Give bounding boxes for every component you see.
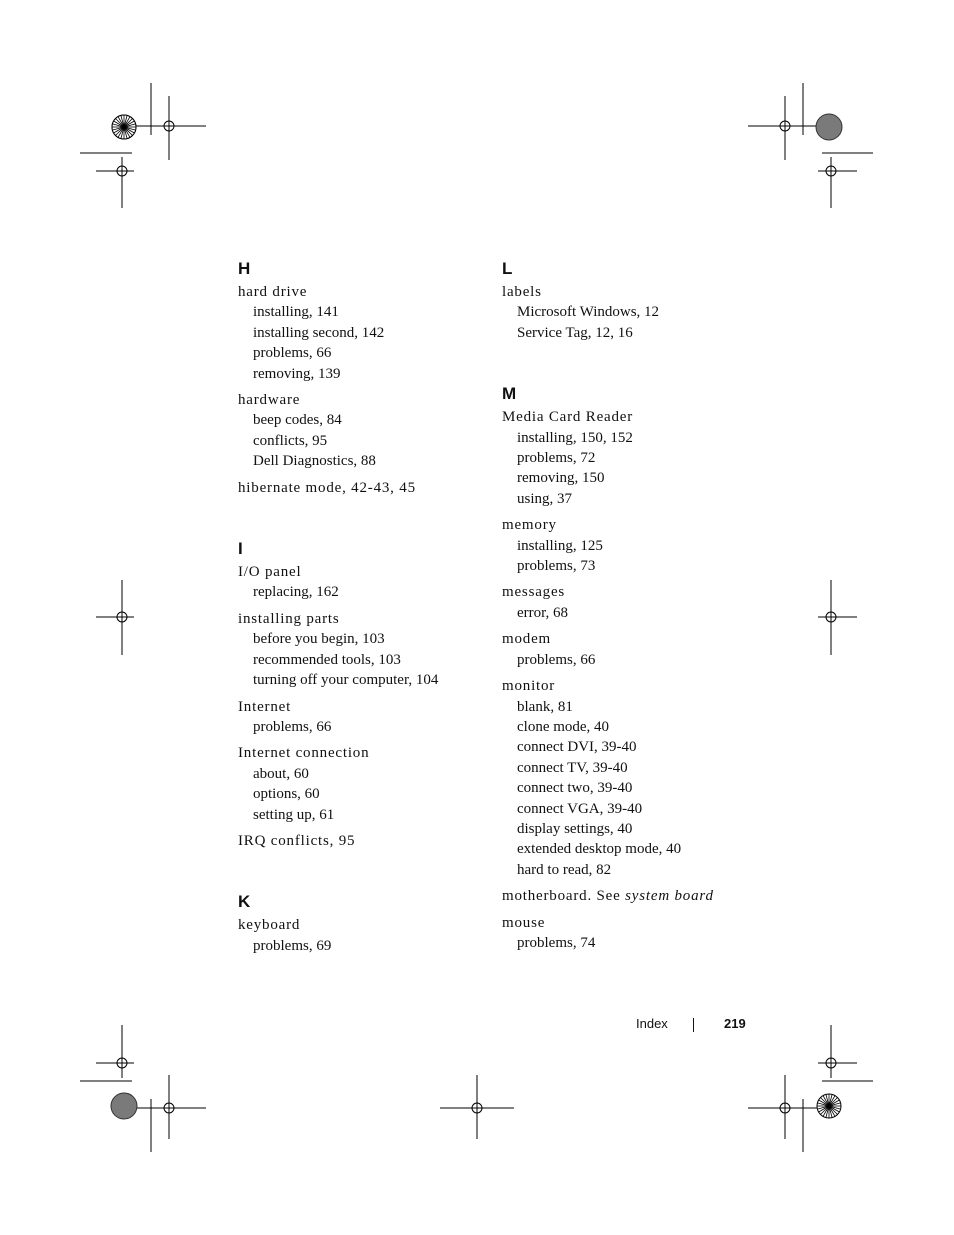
index-entry <box>502 515 762 576</box>
entry-subterm: removing, 150 <box>517 470 605 487</box>
index-section <box>502 256 762 343</box>
entry-subterm: problems, 74 <box>517 934 596 951</box>
entry-subterm: turning off your computer, 104 <box>253 672 439 689</box>
entry-term-text: mouse <box>502 914 546 931</box>
index-entry <box>238 609 488 691</box>
gray-dot-icon <box>111 1093 137 1119</box>
index-section <box>238 256 488 498</box>
see-reference: system board <box>625 888 714 905</box>
section-letter: L <box>502 259 513 278</box>
index-entry <box>502 676 762 880</box>
entry-term <box>238 562 488 582</box>
entry-subterm: problems, 66 <box>253 718 332 735</box>
entry-term <box>502 582 762 602</box>
entry-subterm: problems, 66 <box>517 651 596 668</box>
entry-term-text: modem <box>502 631 551 648</box>
entry-subterm: problems, 73 <box>517 558 596 575</box>
index-section <box>238 536 488 851</box>
entry-term-text: I/O panel <box>238 564 302 581</box>
crosshair-icon <box>96 157 134 208</box>
crosshair-icon <box>748 1075 822 1139</box>
entry-subterm: display settings, 40 <box>517 820 633 837</box>
entry-subterm: problems, 66 <box>253 345 332 362</box>
entry-subterm: about, 60 <box>253 765 309 782</box>
index-column-left <box>238 256 488 994</box>
section-letter: H <box>238 259 251 278</box>
entry-subterm: removing, 139 <box>253 365 341 382</box>
index-entry <box>502 913 762 954</box>
entry-subterm: replacing, 162 <box>253 584 339 601</box>
entry-subterm: options, 60 <box>253 786 320 803</box>
index-column-right <box>502 256 762 991</box>
entry-term-text: hard drive <box>238 284 308 300</box>
crosshair-icon <box>440 1075 514 1139</box>
section-letter: K <box>238 892 251 912</box>
starburst-mark-icon <box>112 115 136 139</box>
entry-term-text: labels <box>502 284 542 300</box>
crosshair-icon <box>131 96 206 160</box>
index-entry <box>502 407 762 509</box>
entry-subterm: recommended tools, 103 <box>253 651 401 668</box>
entry-subterm: installing, 150, 152 <box>517 429 633 446</box>
entry-subterm: hard to read, 82 <box>517 861 612 878</box>
index-entry <box>238 831 488 851</box>
entry-subterm: conflicts, 95 <box>253 432 328 449</box>
index-entry <box>238 390 488 472</box>
entry-subterm: error, 68 <box>517 604 569 621</box>
index-entry <box>502 629 762 670</box>
entry-term <box>238 609 488 629</box>
entry-term-text: Internet connection <box>238 745 370 762</box>
entry-term <box>238 282 488 302</box>
entry-term <box>238 831 488 851</box>
index-section <box>238 889 488 956</box>
crosshair-icon <box>818 157 857 208</box>
entry-term <box>238 697 488 717</box>
index-entry <box>238 282 488 384</box>
entry-term-text: Internet <box>238 698 292 715</box>
entry-subterm: blank, 81 <box>517 698 573 715</box>
index-entry <box>238 915 488 956</box>
page-footer <box>0 1014 954 1036</box>
entry-subterm: clone mode, 40 <box>517 718 610 735</box>
entry-term-text: hardware <box>238 392 301 409</box>
index-entry <box>502 282 762 343</box>
entry-term <box>238 915 488 935</box>
entry-term-text: motherboard. See <box>502 888 621 905</box>
starburst-mark-icon <box>817 1094 841 1118</box>
crosshair-icon <box>131 1075 206 1139</box>
entry-subterm: problems, 72 <box>517 450 596 467</box>
index-entry <box>238 697 488 738</box>
crosshair-icon <box>748 96 822 160</box>
entry-term <box>502 886 762 906</box>
entry-subterm: connect DVI, 39-40 <box>517 739 637 756</box>
entry-subterm: connect TV, 39-40 <box>517 759 628 776</box>
entry-subterm: Microsoft Windows, 12 <box>517 304 660 321</box>
index-entry <box>238 478 488 498</box>
entry-term-text: installing parts <box>238 610 340 627</box>
footer-divider <box>693 1018 694 1032</box>
index-entry <box>502 582 762 623</box>
entry-term-text: keyboard <box>238 917 301 934</box>
index-entry <box>238 743 488 825</box>
entry-subterm: connect two, 39-40 <box>517 780 633 797</box>
entry-subterm: beep codes, 84 <box>253 412 342 429</box>
crosshair-icon <box>818 580 857 655</box>
entry-term <box>238 478 488 498</box>
section-letter: I <box>238 539 243 559</box>
entry-subterm: setting up, 61 <box>253 806 335 823</box>
entry-term <box>502 629 762 649</box>
entry-term-text: Media Card Reader <box>502 409 634 426</box>
index-entry <box>502 886 762 906</box>
entry-subterm: Dell Diagnostics, 88 <box>253 453 376 470</box>
entry-subterm: before you begin, 103 <box>253 631 385 648</box>
entry-term <box>502 913 762 933</box>
entry-term <box>502 282 762 302</box>
entry-subterm: extended desktop mode, 40 <box>517 841 682 858</box>
crosshair-icon <box>96 580 134 655</box>
entry-subterm: connect VGA, 39-40 <box>517 800 643 817</box>
section-letter: M <box>502 384 517 404</box>
entry-subterm: installing second, 142 <box>253 324 385 341</box>
page-number: 219 <box>724 1016 746 1031</box>
entry-subterm: using, 37 <box>517 490 573 507</box>
entry-term-text: messages <box>502 584 566 601</box>
footer-section-label: Index <box>636 1016 668 1031</box>
entry-term <box>502 676 762 696</box>
entry-term <box>502 407 762 427</box>
entry-term <box>238 743 488 763</box>
entry-subterm: Service Tag, 12, 16 <box>517 324 633 341</box>
entry-term-text: IRQ conflicts, 95 <box>238 832 356 849</box>
index-section <box>502 381 762 953</box>
entry-term-text: hibernate mode, 42-43, 45 <box>238 479 416 496</box>
entry-term-text: memory <box>502 517 557 534</box>
entry-term <box>238 390 488 410</box>
entry-subterm: installing, 125 <box>517 537 603 554</box>
entry-subterm: installing, 141 <box>253 304 339 321</box>
entry-term <box>502 515 762 535</box>
entry-term-text: monitor <box>502 678 556 695</box>
entry-subterm: problems, 69 <box>253 937 332 954</box>
index-entry <box>238 562 488 603</box>
gray-dot-icon <box>816 114 842 140</box>
